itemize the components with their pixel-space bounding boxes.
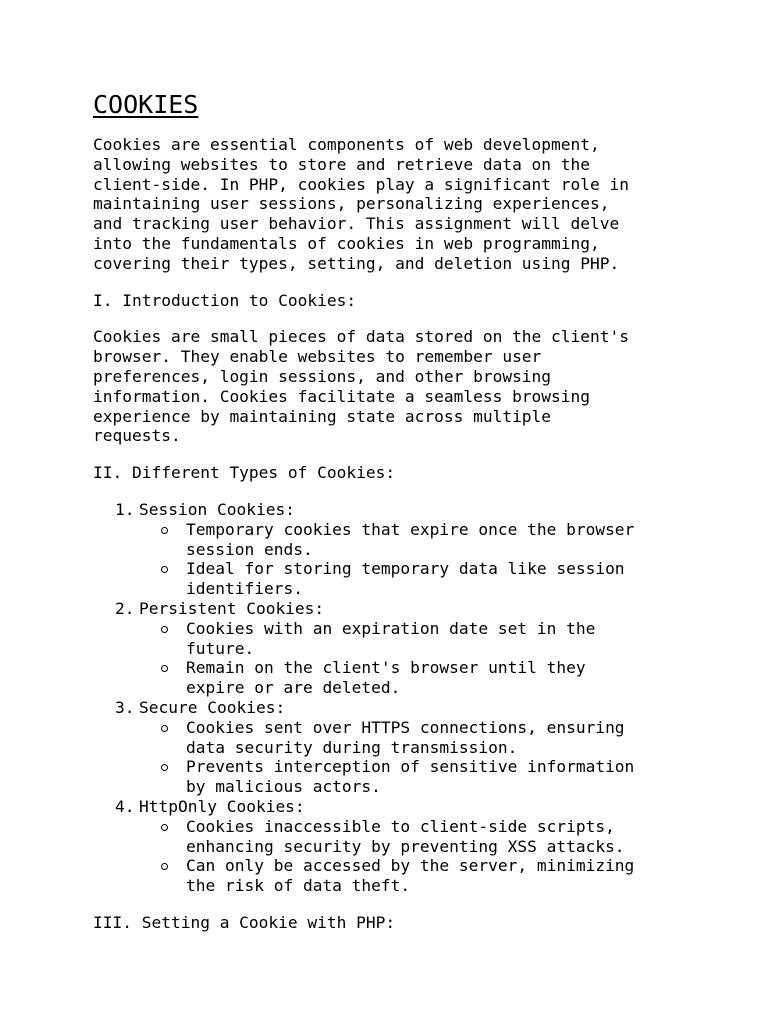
bullet-text: Prevents interception of sensitive information by malicious actors. — [186, 757, 635, 797]
hollow-circle-bullet-icon — [161, 764, 168, 771]
bullet-item — [139, 520, 693, 560]
cookie-types-list — [93, 500, 693, 896]
hollow-circle-bullet-icon — [161, 527, 168, 534]
list-item-session-cookies — [93, 500, 693, 599]
bullet-item — [139, 619, 693, 659]
hollow-circle-bullet-icon — [161, 824, 168, 831]
section-heading-types: II. Different Types of Cookies: — [93, 463, 396, 483]
document-page — [93, 90, 693, 950]
introduction-paragraph: Cookies are small pieces of data stored on the client's browser. They enable websites to remember user preferences, login sessions, and other browsing information. Cookies facilitate a seamless browsing experience by maintaining state across multiple requests. — [93, 327, 630, 446]
hollow-circle-bullet-icon — [161, 626, 168, 633]
list-number: 4. — [115, 796, 135, 816]
bullet-item — [139, 658, 693, 698]
hollow-circle-bullet-icon — [161, 566, 168, 573]
list-number: 2. — [115, 598, 135, 618]
list-item-httponly-cookies — [93, 797, 693, 896]
bullet-text: Cookies inaccessible to client-side scripts, enhancing security by preventing XSS attacks. — [186, 816, 625, 856]
bullet-list — [139, 817, 693, 896]
bullet-list — [139, 520, 693, 599]
hollow-circle-bullet-icon — [161, 725, 168, 732]
document-title: COOKIES — [93, 90, 199, 119]
bullet-item — [139, 856, 693, 896]
bullet-text: Cookies with an expiration date set in the future. — [186, 618, 596, 658]
hollow-circle-bullet-icon — [161, 863, 168, 870]
list-item-persistent-cookies — [93, 599, 693, 698]
section-heading-introduction: I. Introduction to Cookies: — [93, 290, 357, 310]
hollow-circle-bullet-icon — [161, 665, 168, 672]
bullet-list — [139, 619, 693, 698]
list-item-label: HttpOnly Cookies: — [139, 796, 305, 816]
list-item-label: Session Cookies: — [139, 499, 295, 519]
intro-paragraph: Cookies are essential components of web development, allowing websites to store and retrieve data on the client-side. In PHP, cookies play a significant role in maintaining user sessions, personalizing experiences, and tracking user behavior. This assignment will delve into the fundamentals of cookies in web programming, covering their types, setting, and deletion using PHP. — [93, 135, 630, 273]
list-item-label: Persistent Cookies: — [139, 598, 325, 618]
list-number: 1. — [115, 499, 135, 519]
list-number: 3. — [115, 697, 135, 717]
bullet-item — [139, 718, 693, 758]
list-item-label: Secure Cookies: — [139, 697, 286, 717]
bullet-text: Cookies sent over HTTPS connections, ensuring data security during transmission. — [186, 717, 625, 757]
bullet-list — [139, 718, 693, 797]
section-heading-setting-cookie: III. Setting a Cookie with PHP: — [93, 912, 396, 932]
list-item-secure-cookies — [93, 698, 693, 797]
bullet-text: Can only be accessed by the server, minimizing the risk of data theft. — [186, 856, 635, 896]
bullet-text: Temporary cookies that expire once the browser session ends. — [186, 519, 635, 559]
bullet-item — [139, 817, 693, 857]
bullet-item — [139, 757, 693, 797]
bullet-item — [139, 559, 693, 599]
bullet-text: Remain on the client's browser until they expire or are deleted. — [186, 658, 586, 698]
bullet-text: Ideal for storing temporary data like session identifiers. — [186, 559, 625, 599]
